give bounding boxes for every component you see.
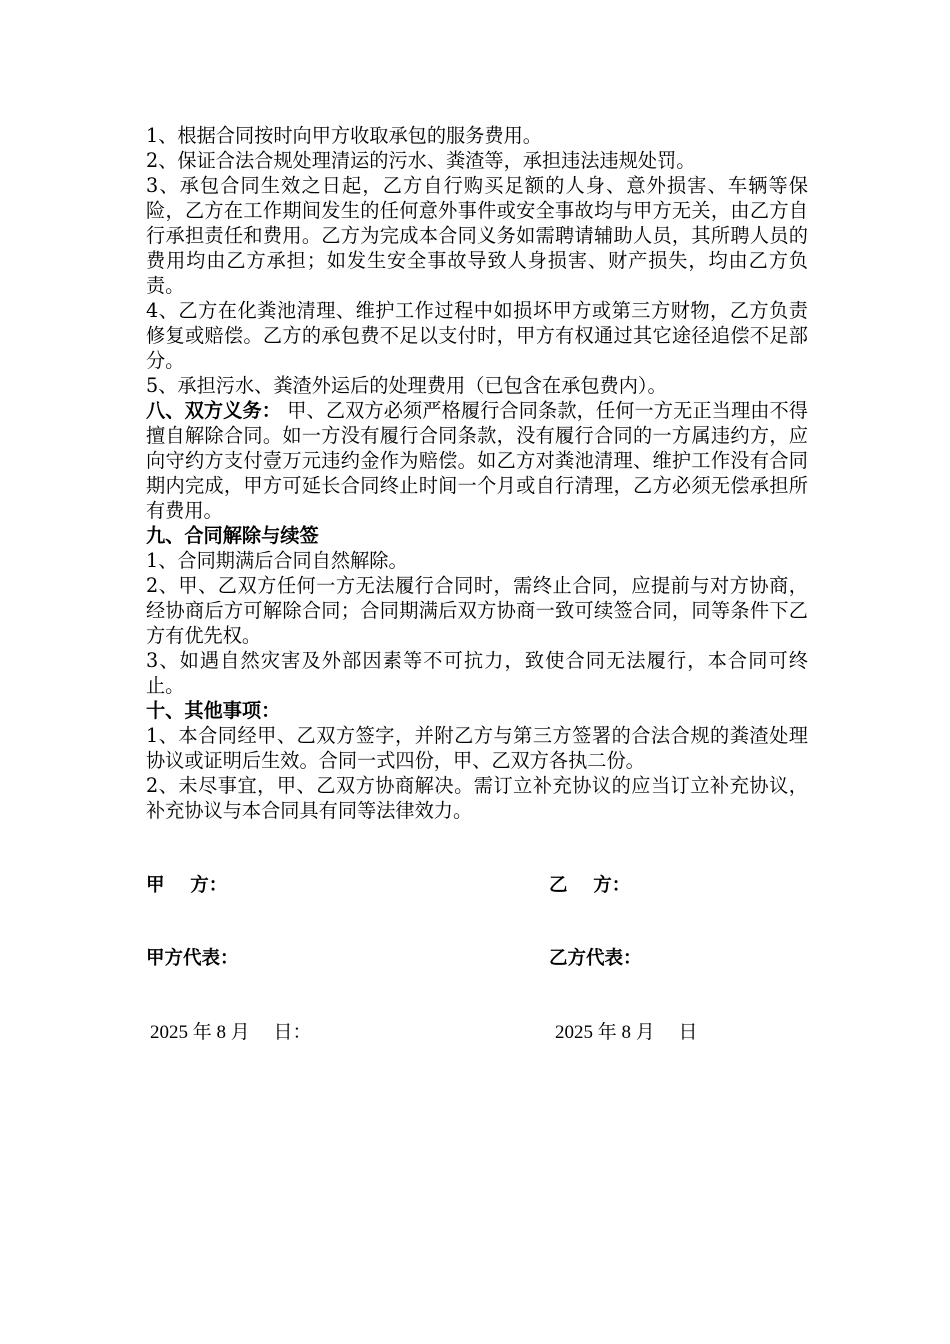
party-b-rep-label: 乙方代表：	[549, 948, 642, 969]
party-b-date: 2025 年 8 月 日	[555, 1022, 698, 1043]
party-a-label: 甲 方：	[146, 875, 228, 896]
section-9-item-2: 2、甲、乙双方任何一方无法履行合同时，需终止合同，应提前与对方协商，经协商后方可解除合同；合同期满后双方协商一致可续签合同，同等条件下乙方有优先权。	[146, 574, 808, 647]
section-8-heading: 八、双方义务：	[146, 399, 282, 422]
party-b-label: 乙 方：	[549, 875, 631, 896]
section-9-item-1: 1、合同期满后合同自然解除。	[146, 549, 408, 572]
section-7-item-3: 3、承包合同生效之日起，乙方自行购买足额的人身、意外损害、车辆等保险，乙方在工作期间发生的任何意外事件或安全事故均与甲方无关，由乙方自行承担责任和费用。乙方为完成本合同义务如需聘请辅助人员，其所聘人员的费用均由乙方承担；如发生安全事故导致人身损害、财产损失，均由乙方负责。	[146, 174, 808, 297]
section-9-heading: 九、合同解除与续签	[146, 524, 319, 547]
section-9-item-3: 3、如遇自然灾害及外部因素等不可抗力，致使合同无法履行，本合同可终止。	[146, 649, 808, 697]
party-a-rep-label: 甲方代表：	[146, 948, 239, 969]
section-8-paragraph	[146, 398, 808, 523]
section-7-item-2: 2、保证合法合规处理清运的污水、粪渣等，承担违法违规处罚。	[146, 149, 696, 172]
section-7-item-1: 1、根据合同按时向甲方收取承包的服务费用。	[146, 124, 542, 147]
section-8-text: 甲、乙双方必须严格履行合同条款，任何一方无正当理由不得擅自解除合同。如一方没有履行合同条款，没有履行合同的一方属违约方，应向守约方支付壹万元违约金作为赔偿。如乙方对粪池清理、维护工作没有合同期内完成，甲方可延长合同终止时间一个月或自行清理，乙方必须无偿承担所有费用。	[146, 399, 808, 522]
section-10-heading: 十、其他事项：	[146, 699, 281, 722]
section-7-item-4: 4、乙方在化粪池清理、维护工作过程中如损坏甲方或第三方财物，乙方负责修复或赔偿。乙方的承包费不足以支付时，甲方有权通过其它途径追偿不足部分。	[146, 299, 808, 372]
section-7-item-5: 5、承担污水、粪渣外运后的处理费用（已包含在承包费内）。	[146, 374, 667, 397]
contract-body	[146, 123, 808, 823]
section-10-item-1: 1、本合同经甲、乙双方签字，并附乙方与第三方签署的合法合规的粪渣处理协议或证明后生效。合同一式四份，甲、乙双方各执二份。	[146, 724, 808, 772]
party-a-date: 2025 年 8 月 日：	[150, 1022, 312, 1043]
section-10-item-2: 2、未尽事宜，甲、乙双方协商解决。需订立补充协议的应当订立补充协议，补充协议与本合同具有同等法律效力。	[146, 774, 808, 822]
